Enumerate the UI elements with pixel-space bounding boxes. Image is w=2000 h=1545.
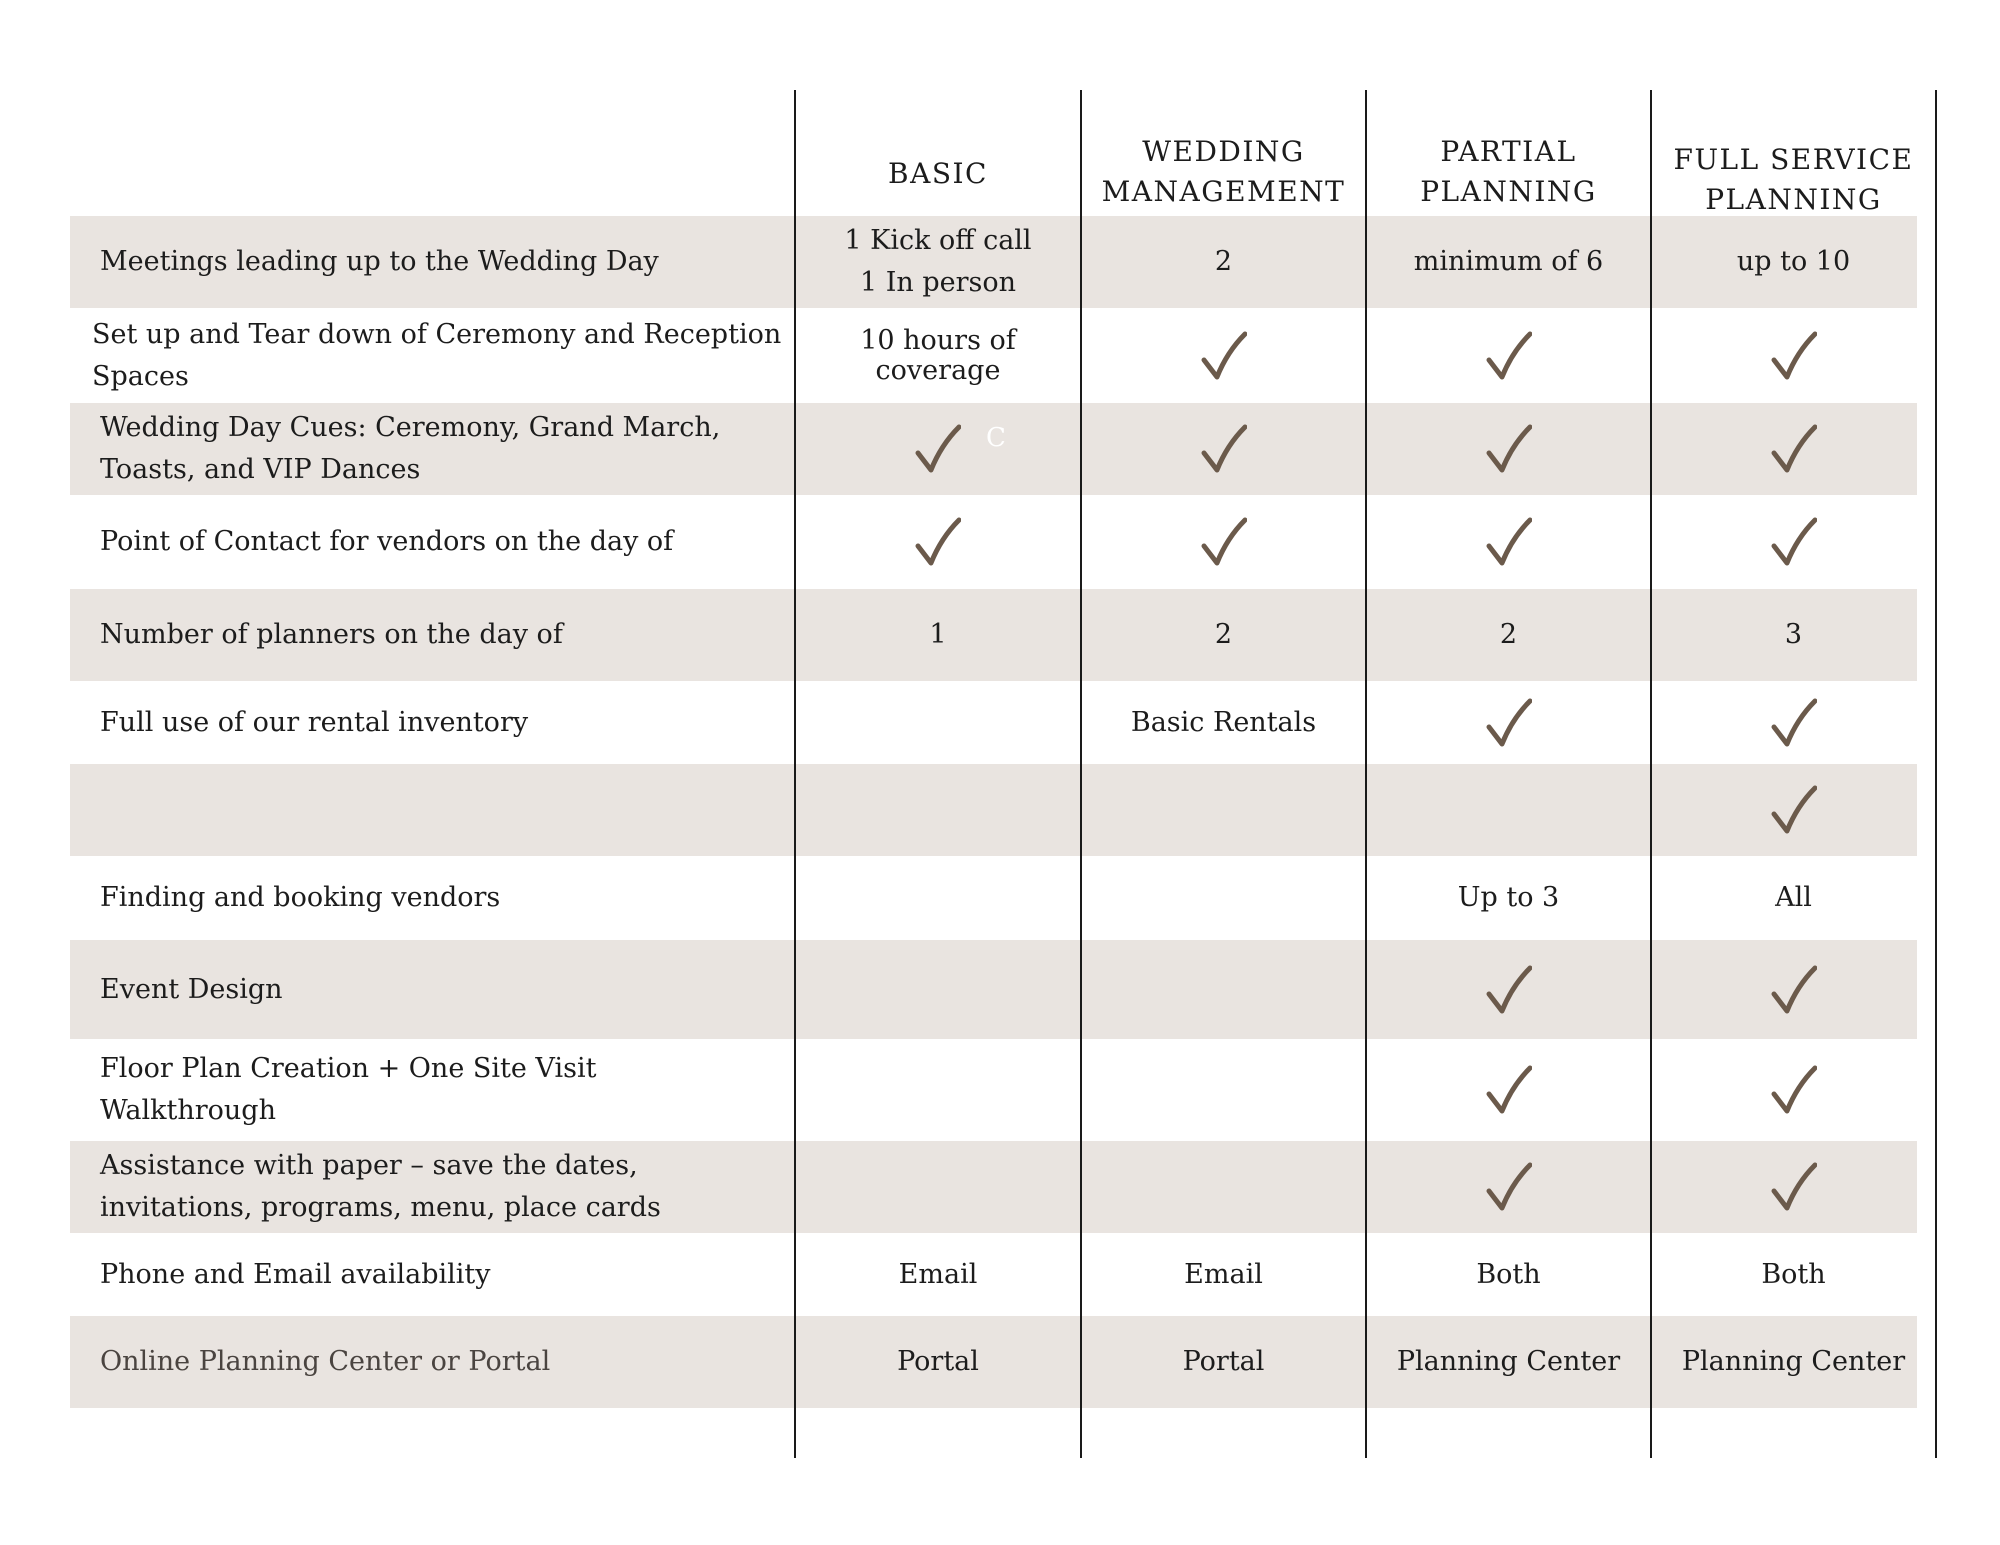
checkmark-icon <box>1771 964 1817 1016</box>
row-label: Online Planning Center or Portal <box>100 1346 551 1377</box>
cell-partial-planning: Up to 3 <box>1457 882 1560 913</box>
row-label: Point of Contact for vendors on the day of <box>100 526 674 557</box>
cell-wedding-management: 2 <box>1214 619 1233 650</box>
checkmark-icon <box>1771 1161 1817 1213</box>
cell-partial-planning: Planning Center <box>1396 1346 1621 1377</box>
cell-full-service <box>1652 403 1935 495</box>
checkmark-icon <box>1486 1161 1532 1213</box>
cell-full-service <box>1652 308 1935 403</box>
cell-partial-planning <box>1367 495 1650 589</box>
checkmark-icon <box>1486 516 1532 568</box>
cell-basic <box>796 403 1080 495</box>
cell-partial-planning <box>1367 1141 1650 1233</box>
row-label: Number of planners on the day of <box>100 619 563 650</box>
cell-partial-planning: minimum of 6 <box>1413 246 1604 277</box>
cell-wedding-management: Portal <box>1182 1346 1265 1377</box>
cell-basic: 10 hours of coverage <box>860 324 1016 386</box>
cell-wedding-management: 2 <box>1214 246 1233 277</box>
row-label: Floor Plan Creation + One Site Visit Walkthrough <box>100 1053 597 1126</box>
cell-wedding-management <box>1082 495 1365 589</box>
header-full-service-label: FULL SERVICE PLANNING <box>1673 143 1914 216</box>
cell-basic: 1 Kick off call 1 In person <box>844 225 1032 298</box>
stray-mark: C <box>986 423 1006 453</box>
checkmark-icon <box>1486 330 1532 382</box>
checkmark-icon <box>1771 697 1817 749</box>
cell-wedding-management <box>1082 403 1365 495</box>
checkmark-icon <box>1486 697 1532 749</box>
cell-full-service <box>1652 940 1935 1039</box>
cell-full-service <box>1652 1039 1935 1141</box>
cell-partial-planning: Both <box>1476 1258 1541 1290</box>
cell-full-service: Planning Center <box>1681 1346 1906 1377</box>
row-label: Meetings leading up to the Wedding Day <box>100 246 659 277</box>
cell-partial-planning <box>1367 1039 1650 1141</box>
cell-basic <box>796 495 1080 589</box>
cell-full-service <box>1652 764 1935 856</box>
cell-basic: 1 <box>929 619 947 650</box>
header-full-service <box>1652 120 1935 216</box>
cell-full-service: Both <box>1761 1258 1826 1290</box>
cell-full-service <box>1652 1141 1935 1233</box>
column-divider <box>1935 90 1937 1458</box>
cell-full-service: 3 <box>1784 619 1803 650</box>
header-basic <box>796 120 1080 212</box>
cell-partial-planning <box>1367 940 1650 1039</box>
cell-full-service: up to 10 <box>1736 246 1851 277</box>
checkmark-icon <box>1771 1064 1817 1116</box>
row-label: Finding and booking vendors <box>100 882 501 913</box>
checkmark-icon <box>1201 516 1247 568</box>
row-label: Assistance with paper – save the dates, invitations, programs, menu, place cards <box>100 1150 661 1223</box>
checkmark-icon <box>1486 423 1532 475</box>
cell-partial-planning <box>1367 681 1650 764</box>
cell-basic: Portal <box>897 1346 979 1377</box>
cell-partial-planning <box>1367 403 1650 495</box>
row-label: Event Design <box>100 973 283 1005</box>
header-partial-planning-label: PARTIAL PLANNING <box>1420 135 1597 208</box>
checkmark-icon <box>1771 330 1817 382</box>
header-partial-planning <box>1367 120 1650 212</box>
checkmark-icon <box>1486 964 1532 1016</box>
checkmark-icon <box>1771 784 1817 836</box>
checkmark-icon <box>1771 423 1817 475</box>
checkmark-icon <box>915 516 961 568</box>
checkmark-icon <box>1771 516 1817 568</box>
cell-wedding-management: Basic Rentals <box>1130 706 1317 738</box>
header-wedding-management <box>1082 120 1365 212</box>
cell-full-service <box>1652 495 1935 589</box>
cell-partial-planning <box>1367 308 1650 403</box>
checkmark-icon <box>1201 330 1247 382</box>
header-wedding-management-label: WEDDING MANAGEMENT <box>1101 135 1346 208</box>
cell-partial-planning: 2 <box>1499 619 1518 650</box>
row-label: Phone and Email availability <box>100 1258 491 1290</box>
row-label <box>100 764 780 856</box>
cell-full-service: All <box>1775 882 1812 913</box>
checkmark-icon <box>1486 1064 1532 1116</box>
checkmark-icon <box>1201 423 1247 475</box>
row-label: Wedding Day Cues: Ceremony, Grand March, Toasts, and VIP Dances <box>100 412 721 485</box>
header-basic-label: BASIC <box>888 157 988 190</box>
checkmark-icon <box>915 423 961 475</box>
cell-wedding-management <box>1082 308 1365 403</box>
cell-basic: Email <box>898 1258 978 1290</box>
cell-full-service <box>1652 681 1935 764</box>
row-label: Set up and Tear down of Ceremony and Reception Spaces <box>92 318 782 392</box>
cell-wedding-management: Email <box>1184 1258 1263 1290</box>
row-label: Full use of our rental inventory <box>100 706 529 738</box>
